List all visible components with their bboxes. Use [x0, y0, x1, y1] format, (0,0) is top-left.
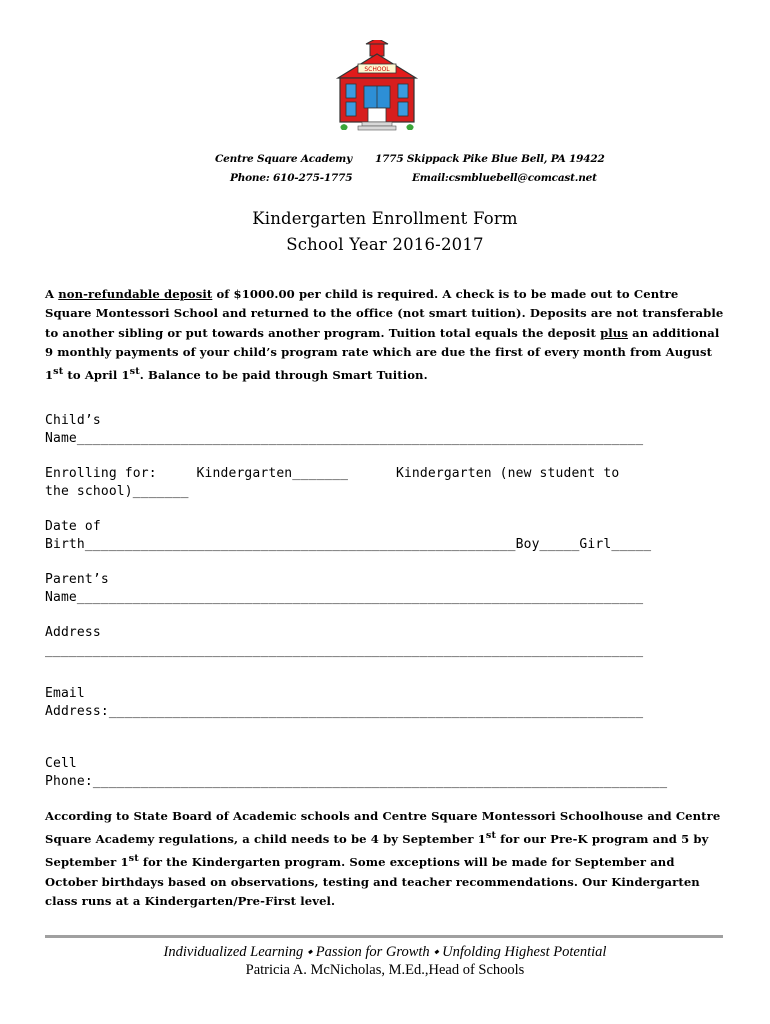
- email-field[interactable]: Email Address:___________________________________________________________________: [45, 686, 644, 719]
- footer-signature: Patricia A. McNicholas, M.Ed.,Head of Schools: [245, 962, 525, 978]
- enrolling-for-field[interactable]: Enrolling for: Kindergarten_______ Kindergarten (new student to the school)_______: [45, 466, 620, 499]
- school-phone: Phone: 610-275-1775: [230, 172, 353, 184]
- deposit-paragraph: A non-refundable deposit of $1000.00 per child is required. A check is to be made out to Centre Square Montessori School and returned to the office (not smart tuition). Deposits are not transferable to another sibling or put towards another program. Tuition total equals the deposit plus an additional 9 monthly payments of your child’s program rate which are due the first of every month from August 1st to April 1st. Balance to be paid through Smart Tuition.: [45, 287, 724, 383]
- logo-sign-text: SCHOOL: [364, 66, 390, 73]
- parent-name-field[interactable]: Parent’s Name_______________________________________________________________________: [45, 572, 644, 605]
- school-email: Email:csmbluebell@comcast.net: [412, 172, 597, 184]
- school-address: 1775 Skippack Pike Blue Bell, PA 19422: [375, 153, 605, 165]
- footer: [0, 943, 770, 979]
- child-name-field[interactable]: Child’s Name_______________________________________________________________________: [45, 413, 644, 446]
- school-year: School Year 2016-2017: [286, 235, 484, 254]
- plus-underlined: plus: [600, 325, 628, 340]
- date-of-birth-field[interactable]: Date of Birth______________________________________________________Boy_____Girl_____: [45, 519, 652, 552]
- regulations-paragraph: According to State Board of Academic schools and Centre Square Montessori Schoolhouse and Centre Square Academy regulations, a child needs to be 4 by September 1st for our Pre-K program and 5 by September 1st for the Kindergarten program. Some exceptions will be made for September and October birthdays based on observations, testing and teacher recommendations. Our Kindergarten class runs at a Kindergarten/Pre-First level.: [45, 809, 721, 908]
- address-field[interactable]: Address ___________________________________________________________________________: [45, 625, 644, 658]
- footer-divider: [45, 935, 723, 938]
- schoolhouse-logo: [332, 40, 422, 140]
- school-name: Centre Square Academy: [215, 153, 352, 165]
- deposit-underlined: non-refundable deposit: [58, 287, 213, 301]
- footer-motto: Individualized Learning ⬩ Passion for Growth ⬩ Unfolding Highest Potential: [163, 944, 607, 960]
- form-title: Kindergarten Enrollment Form: [252, 209, 518, 228]
- cell-phone-field[interactable]: Cell Phone:________________________________________________________________________: [45, 756, 668, 789]
